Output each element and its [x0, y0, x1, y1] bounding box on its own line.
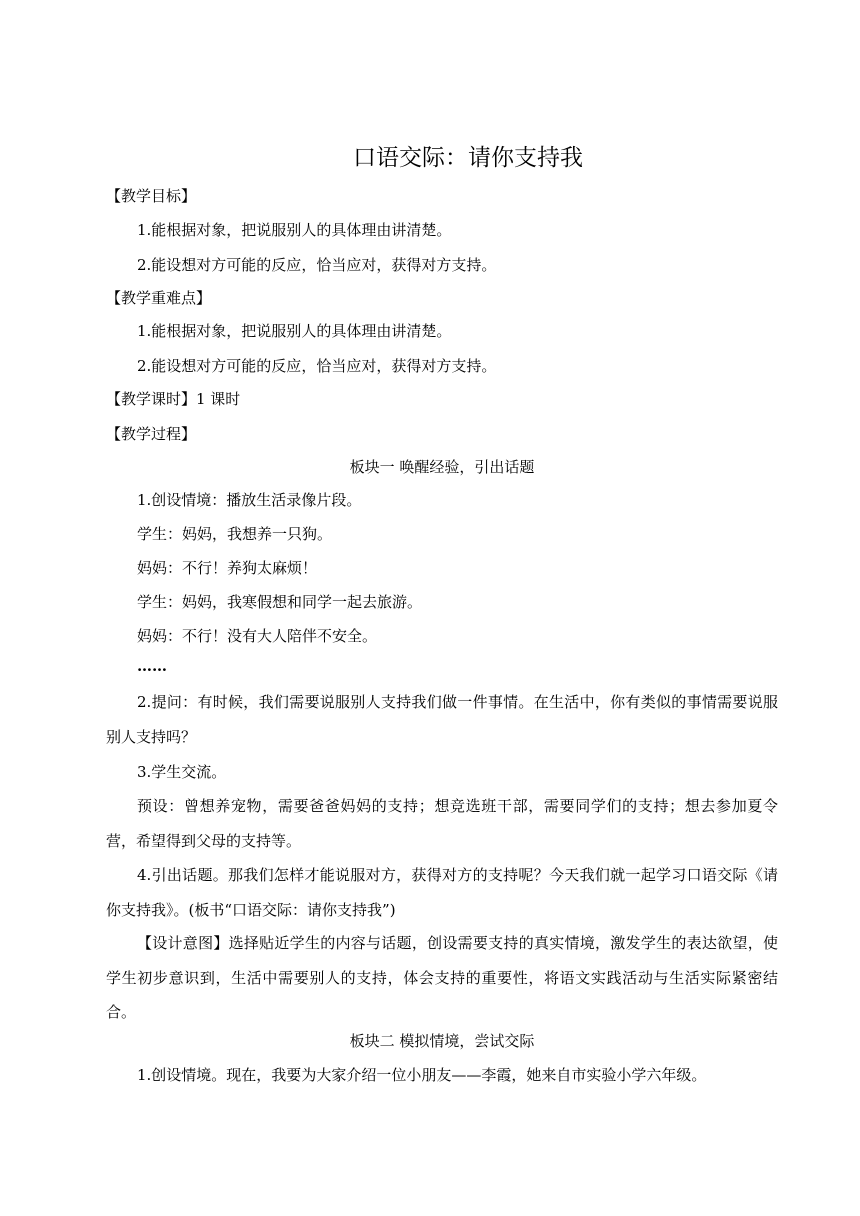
topic-paragraph: 4.引出话题。那我们怎样才能说服对方，获得对方的支持呢？今天我们就一起学习口语交际《请你支持我》。(板书“口语交际：请你支持我”): [106, 866, 778, 919]
block1-heading: 板块一 唤醒经验，引出话题: [349, 458, 535, 476]
ellipsis-line: ……: [137, 657, 167, 675]
block1-line-3: 妈妈：不行！养狗太麻烦！: [137, 559, 318, 577]
objective-item-2: 2.能设想对方可能的反应，恰当应对，获得对方支持。: [137, 256, 497, 274]
block1-line-4: 学生：妈妈，我寒假想和同学一起去旅游。: [137, 593, 423, 611]
exchange-line: 3.学生交流。: [137, 763, 227, 781]
objective-item-1: 1.能根据对象，把说服别人的具体理由讲清楚。: [137, 221, 452, 239]
objectives-heading: 【教学目标】: [106, 187, 197, 205]
key-point-item-2: 2.能设想对方可能的反应，恰当应对，获得对方支持。: [137, 357, 497, 375]
question-paragraph: 2.提问：有时候，我们需要说服别人支持我们做一件事情。在生活中，你有类似的事情需要说服别人支持吗？: [106, 693, 778, 746]
periods-line: 【教学课时】1 课时: [106, 390, 241, 408]
process-heading: 【教学过程】: [106, 425, 197, 443]
preset-paragraph: 预设：曾想养宠物，需要爸爸妈妈的支持；想竞选班干部，需要同学们的支持；想去参加夏令营，希望得到父母的支持等。: [106, 797, 778, 850]
block1-line-1: 1.创设情境：播放生活录像片段。: [137, 491, 362, 509]
block1-line-5: 妈妈：不行！没有大人陪伴不安全。: [137, 627, 378, 645]
block2-line-1: 1.创设情境。现在，我要为大家介绍一位小朋友——李霞，她来自市实验小学六年级。: [137, 1066, 707, 1084]
block1-line-2: 学生：妈妈，我想养一只狗。: [137, 525, 333, 543]
block2-heading: 板块二 模拟情境，尝试交际: [349, 1032, 535, 1050]
page-title: 口语交际：请你支持我: [353, 145, 583, 171]
key-points-heading: 【教学重难点】: [106, 289, 212, 307]
design-intent-paragraph: 【设计意图】选择贴近学生的内容与话题，创设需要支持的真实情境，激发学生的表达欲望，使学生初步意识到，生活中需要别人的支持，体会支持的重要性，将语文实践活动与生活实际紧密结合。: [106, 934, 778, 1021]
key-point-item-1: 1.能根据对象，把说服别人的具体理由讲清楚。: [137, 322, 452, 340]
